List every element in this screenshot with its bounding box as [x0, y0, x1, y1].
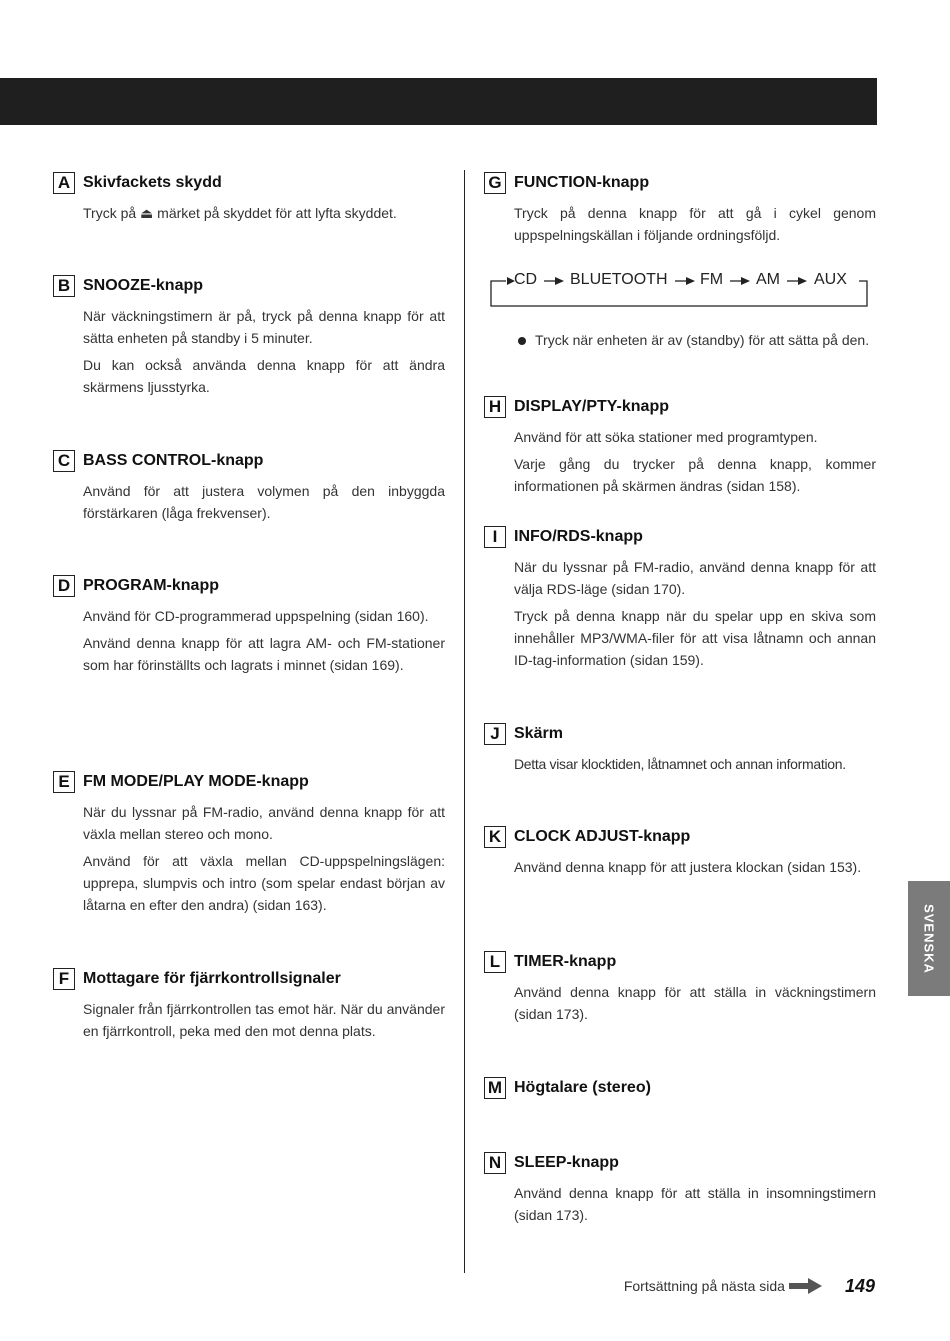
section-j: [484, 723, 876, 775]
cycle-step-aux: AUX: [814, 271, 847, 288]
section-f: [53, 968, 445, 1042]
section-text: Varje gång du trycker på denna knapp, kommer informationen på skärmen ändras (sidan 158).: [514, 456, 876, 494]
section-h: [484, 396, 876, 497]
function-cycle-diagram: [488, 268, 872, 310]
section-title: FM MODE/PLAY MODE-knapp: [83, 773, 309, 790]
section-text: Tryck på denna knapp för att gå i cykel genom uppspelningskällan i följande ordningsföljd.: [514, 205, 876, 243]
section-c: [53, 450, 445, 524]
section-text: Använd denna knapp för att justera klockan (sidan 153).: [514, 859, 862, 875]
section-title: DISPLAY/PTY-knapp: [514, 398, 669, 415]
section-text: Använd denna knapp för att lagra AM- och FM-stationer som har förinställts och lagrats i minnet (sidan 169).: [83, 635, 445, 673]
section-letter: I: [484, 526, 506, 548]
section-text: Detta visar klocktiden, låtnamnet och annan information.: [514, 756, 846, 772]
section-e: [53, 771, 445, 916]
section-text: När du lyssnar på FM-radio, använd denna knapp för att växla mellan stereo och mono.: [83, 804, 445, 842]
section-m: [484, 1077, 876, 1103]
section-text: Du kan också använda denna knapp för att ändra skärmens ljusstyrka.: [83, 357, 445, 395]
section-b: [53, 275, 445, 398]
continue-text: Fortsättning på nästa sida: [623, 1278, 785, 1294]
section-title: Mottagare för fjärrkontrollsignaler: [83, 970, 341, 987]
section-title: SLEEP-knapp: [514, 1154, 619, 1171]
section-n: [484, 1152, 876, 1226]
section-title: Högtalare (stereo): [514, 1079, 651, 1096]
section-letter: B: [53, 275, 75, 297]
section-title: Skärm: [514, 725, 563, 742]
header-bar: [0, 78, 877, 125]
section-letter: E: [53, 771, 75, 793]
section-d: [53, 575, 445, 676]
section-text: Använd denna knapp för att ställa in insomningstimern (sidan 173).: [514, 1185, 876, 1223]
bullet-text: Tryck när enheten är av (standby) för att sätta på den.: [535, 332, 870, 348]
section-k: [484, 826, 876, 878]
section-a: [53, 172, 445, 224]
section-letter: L: [484, 951, 506, 973]
section-text: Signaler från fjärrkontrollen tas emot här. När du använder en fjärrkontroll, peka med den mot denna plats.: [83, 1001, 445, 1039]
section-text: Använd för att justera volymen på den inbyggda förstärkaren (låga frekvenser).: [83, 483, 445, 521]
section-letter: K: [484, 826, 506, 848]
section-title: CLOCK ADJUST-knapp: [514, 828, 691, 845]
cycle-step-cd: CD: [514, 271, 538, 288]
section-text: Tryck på ⏏ märket på skyddet för att lyfta skyddet.: [83, 205, 397, 221]
section-text: När väckningstimern är på, tryck på denna knapp för att sätta enheten på standby i 5 minuter.: [83, 308, 445, 346]
section-text: Använd denna knapp för att ställa in väckningstimern (sidan 173).: [514, 984, 876, 1022]
section-letter: N: [484, 1152, 506, 1174]
bullet-dot-icon: [518, 337, 526, 345]
section-title: FUNCTION-knapp: [514, 174, 650, 191]
section-i: [484, 526, 876, 671]
section-text: Använd för CD-programmerad uppspelning (sidan 160).: [83, 608, 429, 624]
section-title: INFO/RDS-knapp: [514, 528, 643, 545]
section-text: Tryck på denna knapp när du spelar upp en skiva som innehåller MP3/WMA-filer för att visa låtnamn och annan ID-tag-information (sidan 159).: [514, 608, 876, 668]
column-divider: [464, 170, 465, 1273]
section-title: BASS CONTROL-knapp: [83, 452, 264, 469]
section-letter: G: [484, 172, 506, 194]
section-letter: A: [53, 172, 75, 194]
language-tab: [908, 881, 950, 996]
section-l: [484, 951, 876, 1025]
section-title: PROGRAM-knapp: [83, 577, 219, 594]
cycle-step-bluetooth: BLUETOOTH: [570, 271, 668, 288]
section-title: SNOOZE-knapp: [83, 277, 204, 294]
page-footer: [624, 1275, 875, 1297]
page-number: 149: [844, 1275, 875, 1296]
language-tab-label: SVENSKA: [921, 903, 937, 974]
section-text: Använd för att växla mellan CD-uppspelningslägen: upprepa, slumpvis och intro (som spelar endast början av låtarna en efter den andra) (sidan 163).: [83, 853, 445, 913]
section-letter: D: [53, 575, 75, 597]
section-g: [484, 172, 876, 246]
section-letter: M: [484, 1077, 506, 1099]
section-letter: H: [484, 396, 506, 418]
cycle-step-fm: FM: [700, 271, 724, 288]
section-text: Använd för att söka stationer med programtypen.: [514, 429, 818, 445]
section-letter: F: [53, 968, 75, 990]
arrow-right-icon: [789, 1278, 823, 1294]
section-title: TIMER-knapp: [514, 953, 617, 970]
section-letter: C: [53, 450, 75, 472]
bullet-item: [518, 329, 875, 351]
section-text: När du lyssnar på FM-radio, använd denna knapp för att välja RDS-läge (sidan 170).: [514, 559, 876, 597]
section-letter: J: [484, 723, 506, 745]
cycle-step-am: AM: [756, 271, 780, 288]
section-title: Skivfackets skydd: [83, 174, 222, 191]
